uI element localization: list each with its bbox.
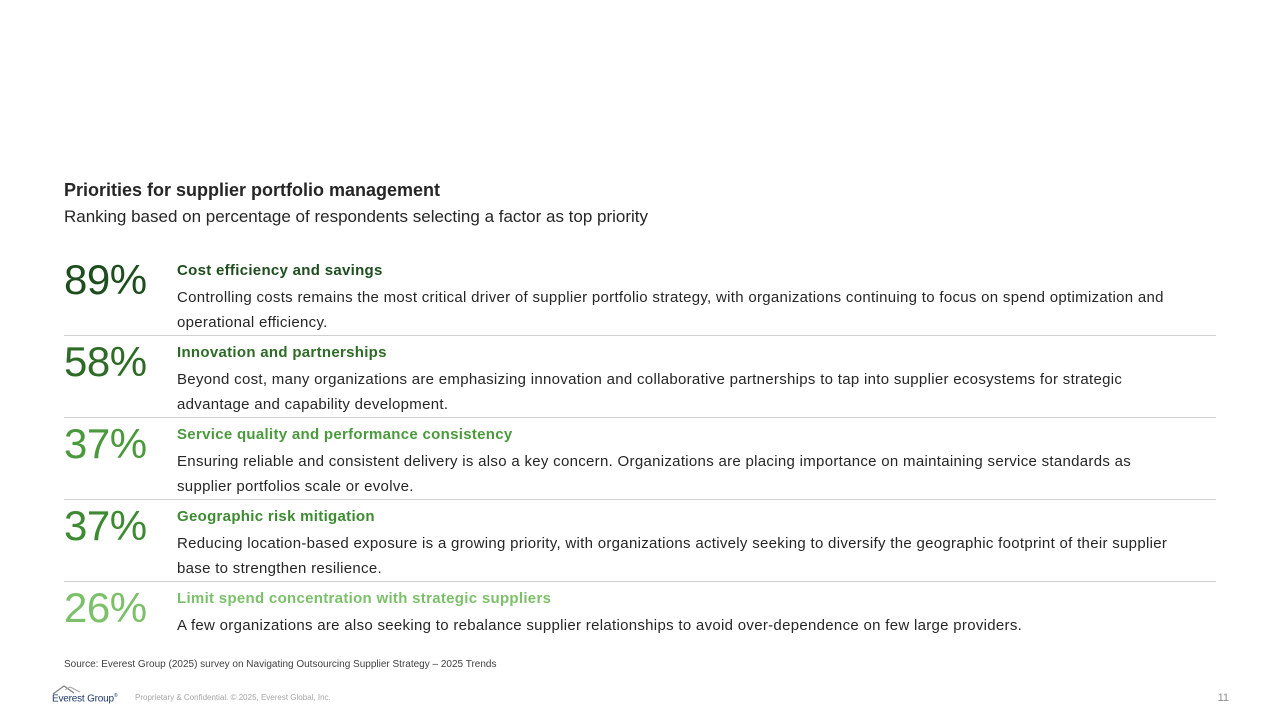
page-title: Priorities for supplier portfolio management <box>64 180 441 200</box>
priority-row <box>64 418 1216 500</box>
priority-heading: Service quality and performance consistency <box>177 426 513 443</box>
priority-heading: Cost efficiency and savings <box>177 262 383 279</box>
priority-description: Reducing location-based exposure is a growing priority, with organizations actively seeking to diversify the geographic footprint of their supplier base to strengthen resilience. <box>177 535 1168 577</box>
priority-percent: 58% <box>64 338 147 385</box>
confidential-note: Proprietary & Confidential. © 2025, Everest Global, Inc. <box>135 693 331 702</box>
priority-description: A few organizations are also seeking to rebalance supplier relationships to avoid over-dependence on few large providers. <box>177 617 1023 634</box>
priority-percent: 37% <box>64 502 147 549</box>
page-number: 11 <box>1217 692 1229 704</box>
source-note: Source: Everest Group (2025) survey on Navigating Outsourcing Supplier Strategy – 2025 Trends <box>64 659 497 670</box>
priority-percent: 89% <box>64 256 147 303</box>
priority-heading: Geographic risk mitigation <box>177 508 375 525</box>
everest-group-logo <box>52 684 132 706</box>
priority-description: Controlling costs remains the most critical driver of supplier portfolio strategy, with organizations continuing to focus on spend optimization and operational efficiency. <box>177 289 1164 331</box>
priority-description: Beyond cost, many organizations are emphasizing innovation and collaborative partnerships to tap into supplier ecosystems for strategic advantage and capability development. <box>177 371 1123 413</box>
priority-percent: 37% <box>64 420 147 467</box>
page-subtitle: Ranking based on percentage of respondents selecting a factor as top priority <box>64 207 649 226</box>
priority-row <box>64 336 1216 418</box>
priority-list <box>64 254 1216 664</box>
priority-percent: 26% <box>64 584 147 631</box>
priority-row <box>64 500 1216 582</box>
priority-heading: Innovation and partnerships <box>177 344 387 361</box>
priority-heading: Limit spend concentration with strategic suppliers <box>177 590 552 607</box>
priority-row <box>64 254 1216 336</box>
priority-description: Ensuring reliable and consistent delivery is also a key concern. Organizations are placing importance on maintaining service standards as supplier portfolios scale or evolve. <box>177 453 1132 495</box>
logo-text: Everest Group® <box>52 693 118 705</box>
priority-row <box>64 582 1216 664</box>
